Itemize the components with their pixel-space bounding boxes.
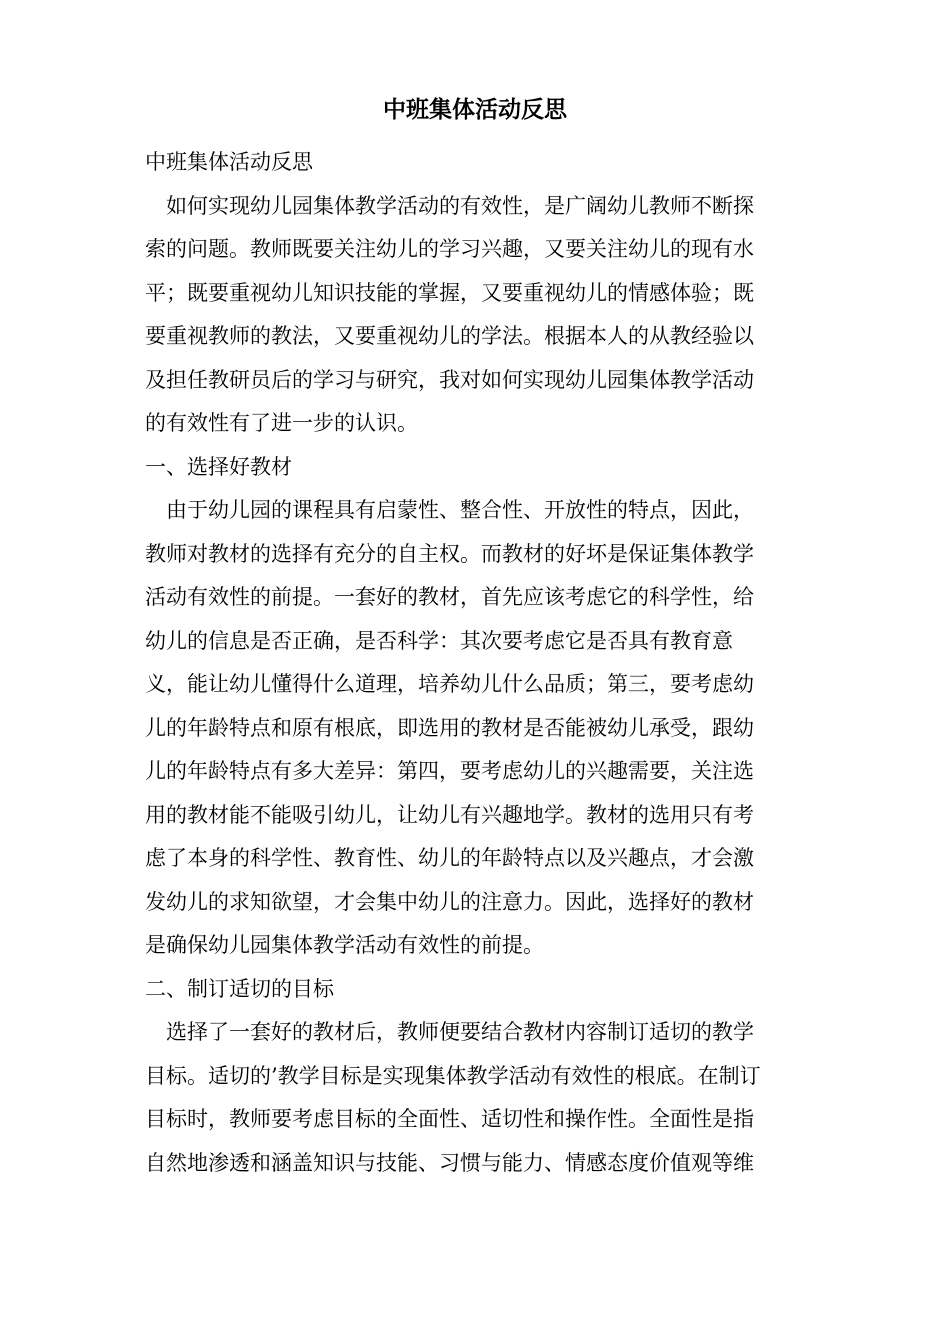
text-line: 发幼儿的求知欲望，才会集中幼儿的注意力。因此，选择好的教材 bbox=[145, 889, 754, 914]
text-line: 自然地渗透和涵盖知识与技能、习惯与能力、情感态度价值观等维 bbox=[145, 1150, 754, 1175]
text-line: 儿的年龄特点和原有根底，即选用的教材是否能被幼儿承受，跟幼 bbox=[145, 715, 754, 740]
text-line: 目标时，教师要考虑目标的全面性、适切性和操作性。全面性是指 bbox=[145, 1107, 754, 1131]
text-line: 义，能让幼儿懂得什么道理，培养幼儿什么品质；第三，要考虑幼 bbox=[145, 672, 754, 696]
text-line: 及担任教研员后的学习与研究，我对如何实现幼儿园集体教学活动 bbox=[145, 367, 754, 392]
text-line: 的有效性有了进一步的认识。 bbox=[145, 411, 418, 435]
text-line: 中班集体活动反思 bbox=[145, 150, 313, 174]
text-line: 平；既要重视幼儿知识技能的掌握，又要重视幼儿的情感体验；既 bbox=[145, 280, 754, 305]
text-line: 幼儿的信息是否正确，是否科学：其次要考虑它是否具有教育意 bbox=[145, 628, 733, 653]
text-line: 索的问题。教师既要关注幼儿的学习兴趣，又要关注幼儿的现有水 bbox=[145, 237, 754, 261]
text-line: 虑了本身的科学性、教育性、幼儿的年龄特点以及兴趣点，才会激 bbox=[145, 846, 754, 870]
text-line: 儿的年龄特点有多大差异：第四，要考虑幼儿的兴趣需要，关注选 bbox=[145, 759, 754, 783]
text-line: 活动有效性的前提。一套好的教材，首先应该考虑它的科学性，给 bbox=[145, 585, 754, 609]
text-line: 用的教材能不能吸引幼儿，让幼儿有兴趣地学。教材的选用只有考 bbox=[145, 802, 754, 827]
text-line: 教师对教材的选择有充分的自主权。而教材的好坏是保证集体教学 bbox=[145, 541, 754, 566]
document-title: 中班集体活动反思 bbox=[383, 96, 567, 123]
text-line: 一、选择好教材 bbox=[145, 454, 292, 479]
text-line: 目标。适切的’教学目标是实现集体教学活动有效性的根底。在制订 bbox=[145, 1063, 761, 1088]
text-line: 要重视教师的教法，又要重视幼儿的学法。根据本人的从教经验以 bbox=[145, 324, 754, 348]
text-line: 选择了一套好的教材后，教师便要结合教材内容制订适切的教学 bbox=[166, 1020, 754, 1044]
document-body bbox=[145, 141, 807, 1185]
text-line: 由于幼儿园的课程具有启蒙性、整合性、开放性的特点，因此， bbox=[166, 498, 754, 522]
text-line: 二、制订适切的目标 bbox=[145, 976, 334, 1001]
text-line: 如何实现幼儿园集体教学活动的有效性，是广阔幼儿教师不断探 bbox=[166, 193, 754, 218]
text-line: 是确保幼儿园集体教学活动有效性的前提。 bbox=[145, 933, 544, 957]
